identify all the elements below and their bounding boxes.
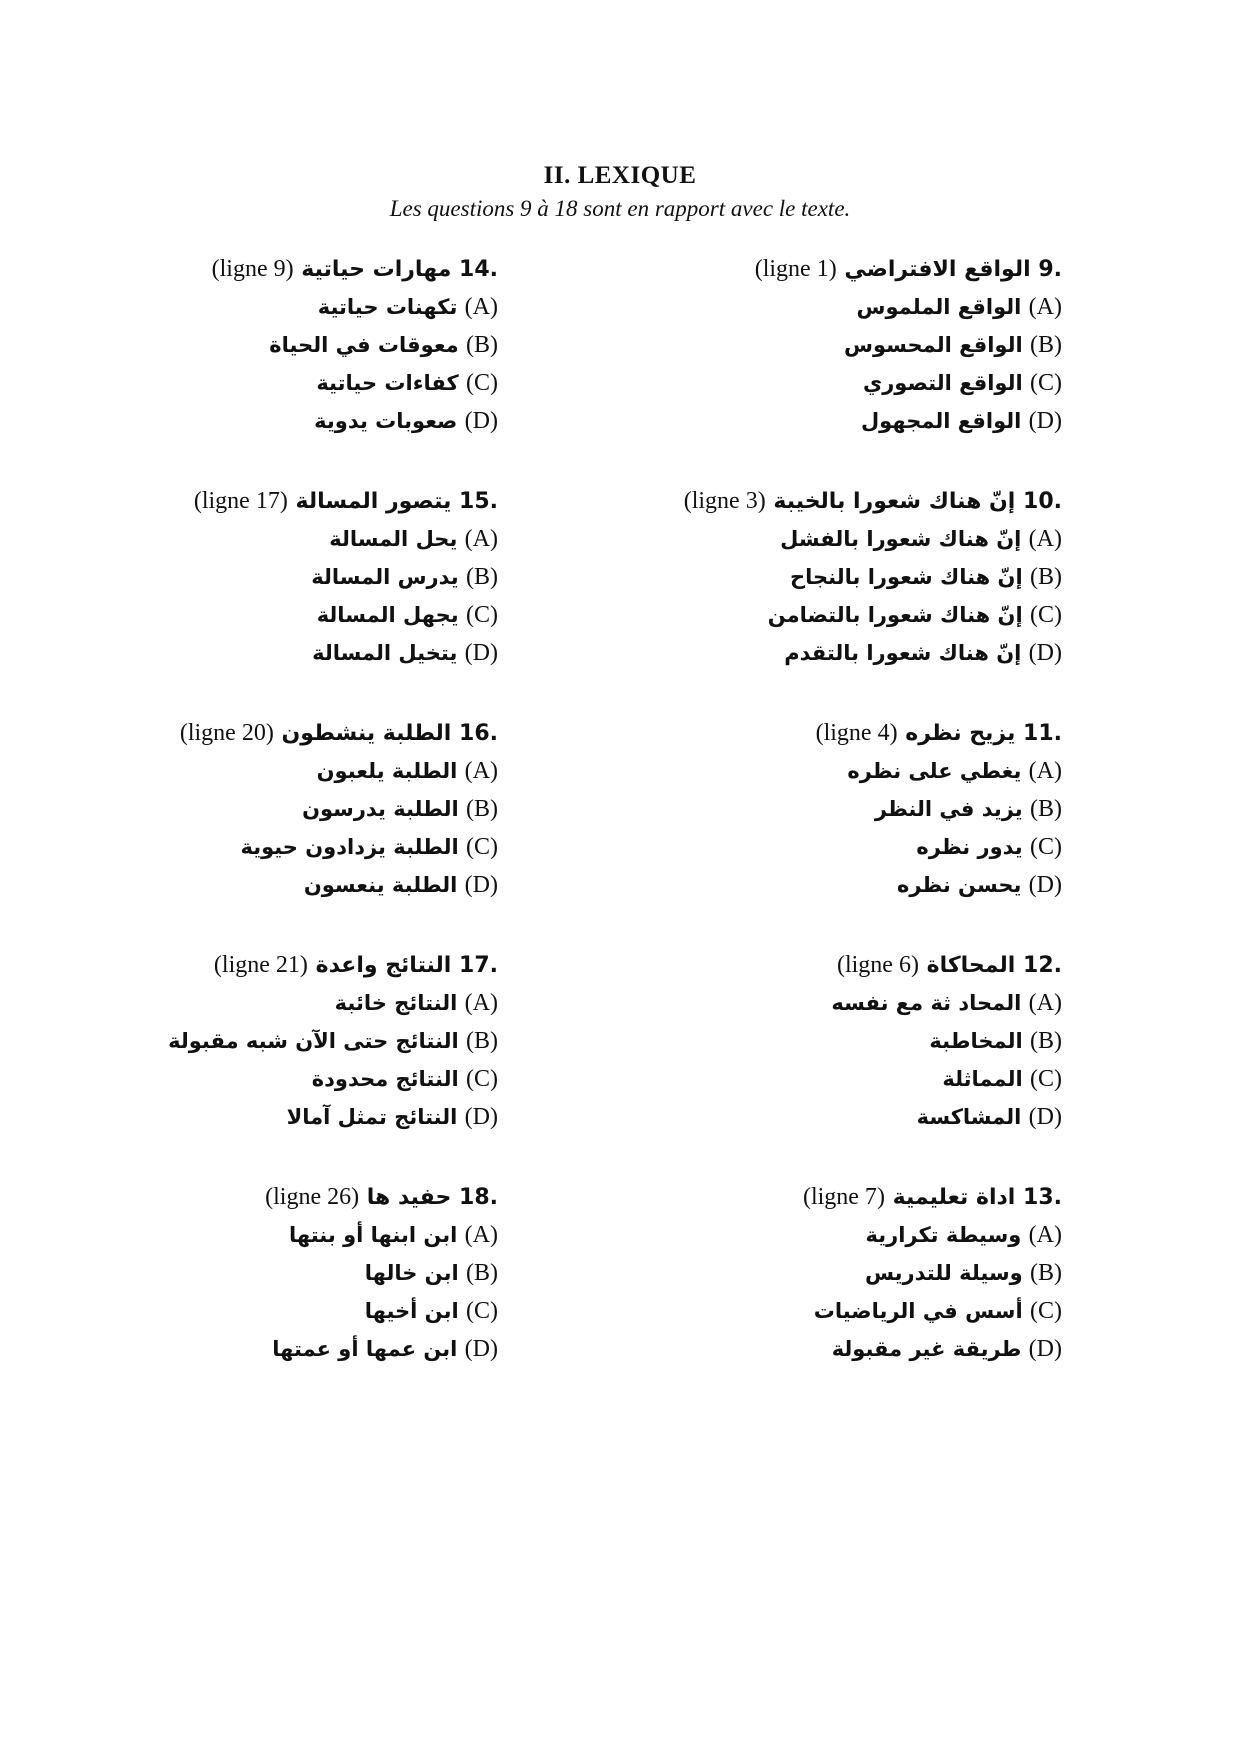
option-letter: (B) [465,1260,498,1286]
question-line-reference: (ligne 20) [179,720,274,746]
answer-option [100,634,498,672]
option-letter: (B) [465,332,498,358]
answer-option [100,364,498,402]
option-text: يغطي على نظره [847,759,1022,783]
option-text: الواقع المحسوس [844,333,1023,357]
answer-option [500,326,1062,364]
answer-option [500,828,1062,866]
question-number: 15. [459,489,498,514]
section-title: II. LEXIQUE [543,162,697,189]
question-block [500,1178,1062,1410]
option-letter: (B) [1029,1260,1062,1286]
option-letter: (B) [1029,332,1062,358]
answer-option [500,866,1062,904]
answer-option [500,1254,1062,1292]
answer-option [500,752,1062,790]
option-letter: (C) [1029,602,1062,628]
option-text: المماثلة [942,1067,1023,1091]
answer-option [100,1098,498,1136]
answer-option [100,752,498,790]
question-term: مهارات حياتية [301,257,452,282]
question-term: المحاكاة [926,953,1016,978]
option-text: إنّ هناك شعورا بالتقدم [784,641,1022,665]
option-text: الطلبة يزدادون حيوية [240,835,459,859]
option-letter: (C) [1029,1066,1062,1092]
answer-option [500,634,1062,672]
option-text: ابن ابنها أو بنتها [288,1223,458,1247]
option-letter: (B) [1029,1028,1062,1054]
question-number: 17. [459,953,498,978]
option-letter: (C) [465,1066,498,1092]
answer-option [100,402,498,440]
question-line-reference: (ligne 26) [265,1184,360,1210]
option-letter: (A) [464,294,498,320]
answer-option [500,1098,1062,1136]
left-question-column [100,250,498,1410]
option-text: إنّ هناك شعورا بالتضامن [767,603,1023,627]
option-text: المحاد ثة مع نفسه [831,991,1022,1015]
option-text: الواقع التصوري [862,371,1023,395]
answer-option [500,1060,1062,1098]
option-letter: (D) [464,640,498,666]
question-block [500,250,1062,482]
answer-option [500,1216,1062,1254]
question-line-reference: (ligne 9) [211,256,294,282]
answer-option [500,790,1062,828]
option-letter: (B) [1029,564,1062,590]
answer-option [100,790,498,828]
answer-option [100,1254,498,1292]
option-letter: (C) [1029,1298,1062,1324]
question-number: 11. [1023,721,1062,746]
question-block [100,714,498,946]
answer-option [500,558,1062,596]
question-block [100,1178,498,1410]
option-letter: (B) [1029,796,1062,822]
answer-option [100,288,498,326]
option-text: النتائج حتى الآن شبه مقبولة [168,1029,459,1053]
option-text: كفاءات حياتية [316,371,459,395]
answer-option [100,1330,498,1368]
option-text: يحل المسالة [329,527,458,551]
option-text: يحسن نظره [896,873,1022,897]
option-text: وسيطة تكرارية [865,1223,1022,1247]
question-line-reference: (ligne 21) [213,952,308,978]
option-text: الطلبة ينعسون [303,873,458,897]
answer-option [100,326,498,364]
option-text: صعوبات يدوية [314,409,458,433]
answer-option [500,984,1062,1022]
option-text: ابن خالها [364,1261,459,1285]
section-subtitle: Les questions 9 à 18 sont en rapport avec le texte. [389,196,851,221]
question-term: النتائج واعدة [315,953,452,978]
question-term: الواقع الافتراضي [844,257,1031,282]
question-heading [500,482,1062,520]
question-heading [500,1178,1062,1216]
option-letter: (D) [1028,640,1062,666]
option-letter: (A) [1028,294,1062,320]
question-heading [100,946,498,984]
option-letter: (C) [1029,370,1062,396]
answer-option [500,1292,1062,1330]
option-letter: (C) [465,602,498,628]
option-text: يدور نظره [916,835,1023,859]
question-block [100,482,498,714]
question-heading [100,482,498,520]
question-block [500,714,1062,946]
option-text: الطلبة يلعبون [316,759,458,783]
question-heading [100,250,498,288]
option-text: معوقات في الحياة [269,333,459,357]
option-letter: (D) [464,872,498,898]
answer-option [500,596,1062,634]
option-letter: (A) [1028,526,1062,552]
option-letter: (A) [464,1222,498,1248]
option-letter: (D) [464,1104,498,1130]
option-letter: (D) [464,1336,498,1362]
option-letter: (A) [1028,990,1062,1016]
question-number: 10. [1023,489,1062,514]
option-text: الواقع المجهول [860,409,1022,433]
right-question-column [500,250,1062,1410]
question-heading [100,714,498,752]
answer-option [500,288,1062,326]
question-term: يتصور المسالة [295,489,452,514]
option-text: طريقة غير مقبولة [831,1337,1022,1361]
question-number: 9. [1038,257,1062,282]
question-line-reference: (ligne 3) [683,488,766,514]
option-letter: (C) [465,370,498,396]
answer-option [100,1060,498,1098]
option-letter: (C) [465,1298,498,1324]
answer-option [100,1216,498,1254]
option-text: إنّ هناك شعورا بالنجاح [790,565,1023,589]
question-heading [100,1178,498,1216]
option-text: الطلبة يدرسون [302,797,459,821]
question-line-reference: (ligne 6) [836,952,919,978]
option-letter: (A) [464,758,498,784]
answer-option [500,1022,1062,1060]
option-letter: (B) [465,564,498,590]
option-letter: (A) [464,990,498,1016]
option-text: وسيلة للتدريس [864,1261,1023,1285]
question-term: يزيح نظره [905,721,1016,746]
answer-option [500,1330,1062,1368]
question-term: الطلبة ينشطون [281,721,452,746]
option-text: إنّ هناك شعورا بالفشل [780,527,1022,551]
question-heading [500,946,1062,984]
option-letter: (C) [465,834,498,860]
question-heading [500,250,1062,288]
option-letter: (D) [1028,1104,1062,1130]
question-line-reference: (ligne 4) [815,720,898,746]
question-block [100,250,498,482]
answer-option [100,596,498,634]
option-text: المشاكسة [916,1105,1022,1129]
answer-option [100,984,498,1022]
option-text: يتخيل المسالة [312,641,458,665]
question-line-reference: (ligne 17) [193,488,288,514]
question-number: 14. [459,257,498,282]
option-letter: (A) [1028,758,1062,784]
answer-option [500,520,1062,558]
option-text: تكهنات حياتية [317,295,458,319]
option-letter: (D) [464,408,498,434]
question-term: حفيد ها [366,1185,452,1210]
option-text: النتائج تمثل آمالا [286,1105,458,1129]
question-term: إنّ هناك شعورا بالخيبة [773,489,1016,514]
option-text: أسس في الرياضيات [813,1299,1023,1323]
question-block [500,482,1062,714]
option-text: ابن عمها أو عمتها [272,1337,458,1361]
answer-option [100,520,498,558]
option-text: النتائج محدودة [311,1067,459,1091]
question-number: 16. [459,721,498,746]
answer-option [100,866,498,904]
option-text: ابن أخيها [364,1299,459,1323]
section-header [0,160,1240,224]
option-letter: (D) [1028,872,1062,898]
answer-option [100,1022,498,1060]
option-text: يجهل المسالة [316,603,459,627]
answer-option [500,364,1062,402]
option-text: يدرس المسالة [311,565,459,589]
option-letter: (A) [1028,1222,1062,1248]
option-text: المخاطبة [929,1029,1023,1053]
question-line-reference: (ligne 7) [802,1184,885,1210]
question-number: 18. [459,1185,498,1210]
question-number: 12. [1023,953,1062,978]
option-letter: (A) [464,526,498,552]
option-letter: (D) [1028,1336,1062,1362]
question-number: 13. [1023,1185,1062,1210]
option-letter: (C) [1029,834,1062,860]
question-block [500,946,1062,1178]
option-text: الواقع الملموس [856,295,1022,319]
option-letter: (B) [465,1028,498,1054]
option-text: النتائج خائبة [334,991,458,1015]
answer-option [100,558,498,596]
answer-option [100,1292,498,1330]
question-heading [500,714,1062,752]
question-line-reference: (ligne 1) [754,256,837,282]
question-block [100,946,498,1178]
question-term: اداة تعليمية [892,1185,1016,1210]
option-text: يزيد في النظر [874,797,1023,821]
option-letter: (B) [465,796,498,822]
answer-option [100,828,498,866]
option-letter: (D) [1028,408,1062,434]
answer-option [500,402,1062,440]
